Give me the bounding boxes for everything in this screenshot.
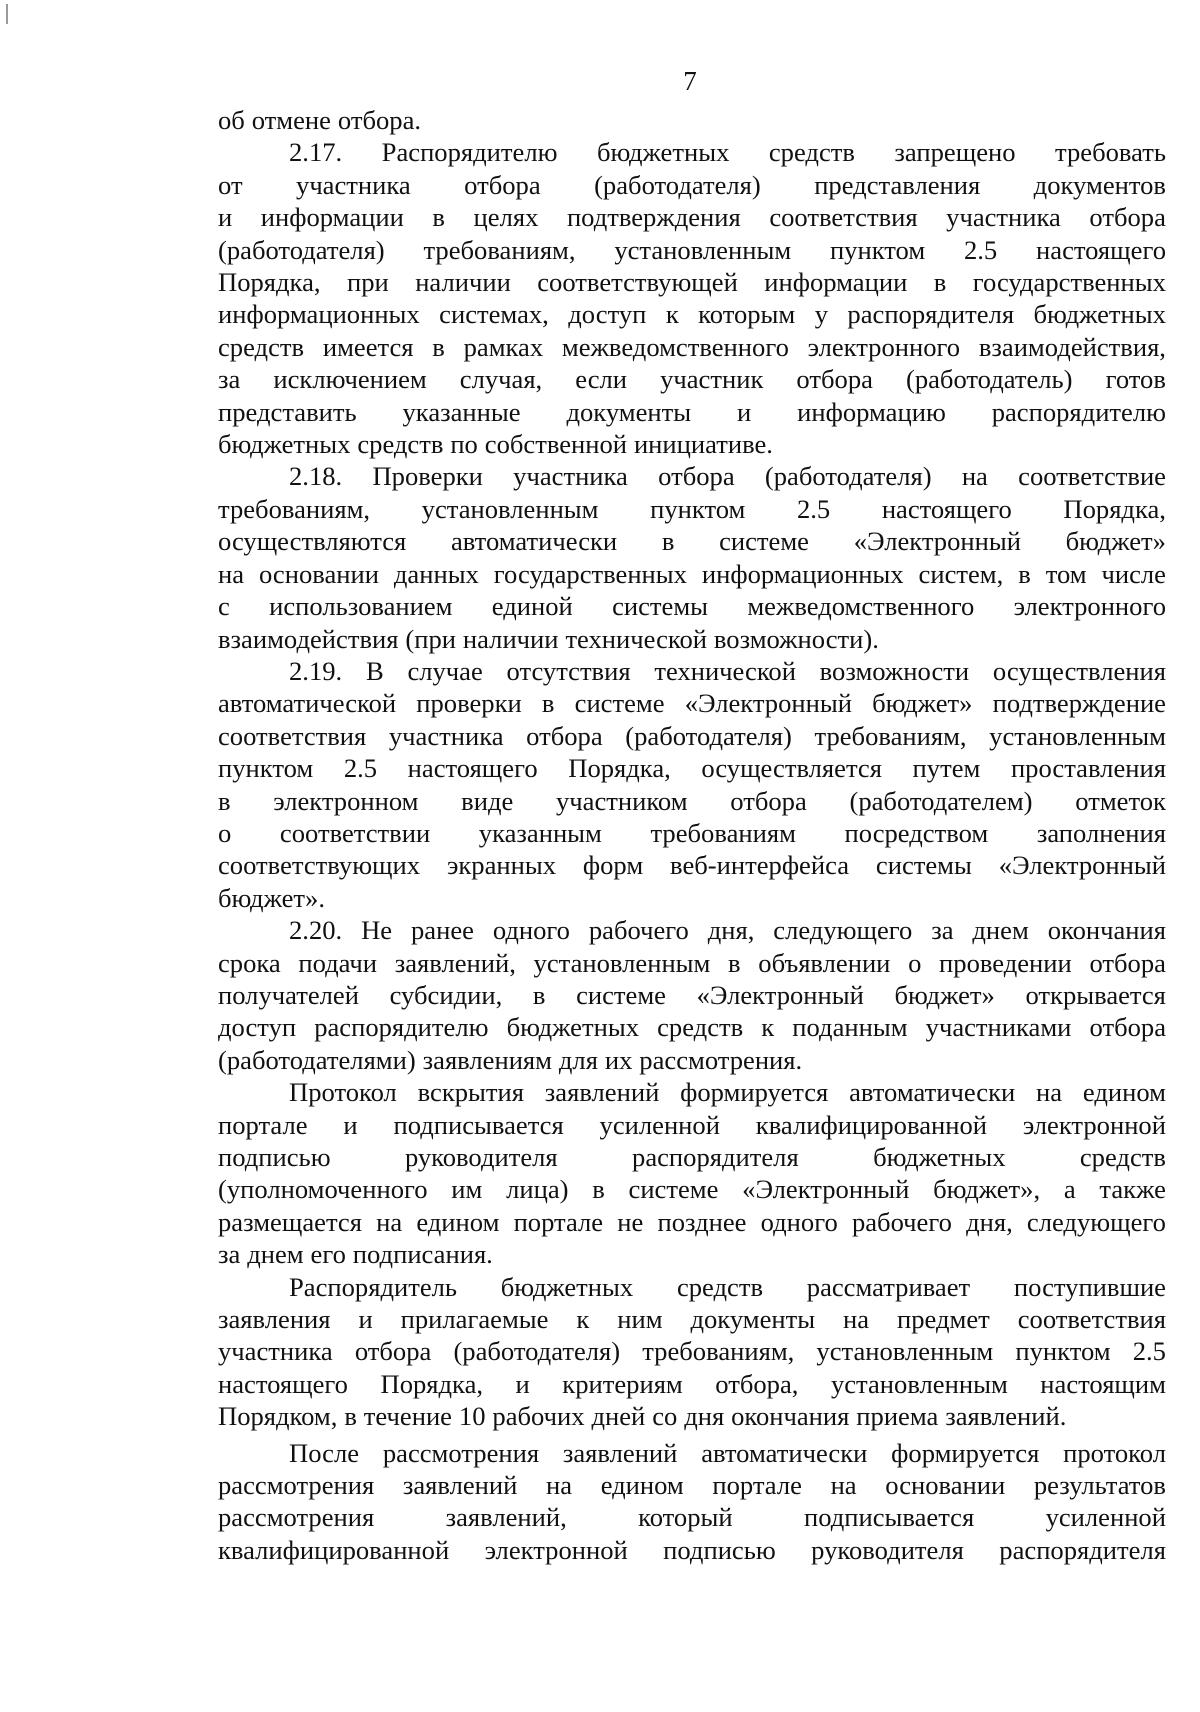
- text-line: После рассмотрения заявлений автоматически формируется протокол: [289, 1437, 1166, 1468]
- text-line: от участника отбора (работодателя) представления документов: [218, 169, 1166, 200]
- text-line: настоящего Порядка, и критериям отбора, установленным настоящим: [218, 1368, 1166, 1399]
- text-line: в электронном виде участником отбора (работодателем) отметок: [218, 785, 1166, 816]
- text-line: Порядка, при наличии соответствующей информации в государственных: [218, 267, 1166, 298]
- text-line: средств имеется в рамках межведомственного электронного взаимодействия,: [218, 331, 1166, 362]
- text-line: заявления и прилагаемые к ним документы на предмет соответствия: [218, 1304, 1166, 1335]
- text-line: размещается на едином портале не позднее одного рабочего дня, следующего: [218, 1206, 1166, 1237]
- text-line: (работодателя) требованиям, установленным пунктом 2.5 настоящего: [218, 234, 1166, 265]
- text-line: представить указанные документы и информацию распорядителю: [218, 396, 1166, 427]
- text-line: Протокол вскрытия заявлений формируется автоматически на едином: [289, 1077, 1166, 1108]
- text-line: пунктом 2.5 настоящего Порядка, осуществляется путем проставления: [218, 753, 1166, 784]
- text-line: 2.18. Проверки участника отбора (работодателя) на соответствие: [289, 461, 1166, 492]
- text-line: участника отбора (работодателя) требованиям, установленным пунктом 2.5: [218, 1336, 1166, 1367]
- text-line: автоматической проверки в системе «Электронный бюджет» подтверждение: [218, 688, 1166, 719]
- document-body: [218, 104, 1166, 1566]
- page-number: 7: [683, 66, 697, 96]
- text-line: доступ распорядителю бюджетных средств к поданным участниками отбора: [218, 1012, 1166, 1043]
- text-line: (работодателями) заявлениям для их рассмотрения.: [218, 1044, 803, 1075]
- text-line: об отмене отбора.: [218, 105, 422, 135]
- text-line: осуществляются автоматически в системе «Электронный бюджет»: [218, 526, 1166, 557]
- text-line: квалифицированной электронной подписью руководителя распорядителя: [218, 1534, 1166, 1565]
- text-line: за исключением случая, если участник отбора (работодатель) готов: [218, 364, 1166, 395]
- text-line: 2.20. Не ранее одного рабочего дня, следующего за днем окончания: [289, 915, 1166, 946]
- text-line: о соответствии указанным требованиям посредством заполнения: [218, 817, 1166, 848]
- text-line: и информации в целях подтверждения соответствия участника отбора: [218, 202, 1166, 233]
- text-line: взаимодействия (при наличии технической возможности).: [218, 623, 879, 654]
- text-line: Порядком, в течение 10 рабочих дней со дня окончания приема заявлений.: [218, 1401, 1067, 1432]
- text-line: подписью руководителя распорядителя бюджетных средств: [218, 1142, 1166, 1172]
- text-line: информационных системах, доступ к которым у распорядителя бюджетных: [218, 299, 1166, 330]
- text-line: получателей субсидии, в системе «Электронный бюджет» открывается: [218, 979, 1166, 1010]
- text-line: на основании данных государственных информационных систем, в том числе: [218, 558, 1166, 589]
- text-line: портале и подписывается усиленной квалифицированной электронной: [218, 1109, 1166, 1140]
- scan-edge-mark: [6, 4, 8, 24]
- text-line: соответствия участника отбора (работодателя) требованиям, установленным: [218, 720, 1166, 751]
- text-line: требованиям, установленным пунктом 2.5 настоящего Порядка,: [218, 493, 1166, 524]
- text-line: 2.19. В случае отсутствия технической возможности осуществления: [289, 655, 1166, 686]
- text-line: Распорядитель бюджетных средств рассматривает поступившие: [289, 1271, 1166, 1302]
- text-line: с использованием единой системы межведомственного электронного: [218, 591, 1166, 622]
- text-line: бюджетных средств по собственной инициативе.: [218, 429, 773, 460]
- text-line: срока подачи заявлений, установленным в объявлении о проведении отбора: [218, 947, 1166, 978]
- text-line: рассмотрения заявлений на едином портале на основании результатов: [218, 1470, 1166, 1501]
- text-line: за днем его подписания.: [218, 1239, 493, 1270]
- text-line: рассмотрения заявлений, который подписывается усиленной: [218, 1502, 1166, 1533]
- text-line: (уполномоченного им лица) в системе «Электронный бюджет», а также: [218, 1174, 1166, 1205]
- text-line: бюджет».: [218, 882, 325, 913]
- text-line: соответствующих экранных форм веб-интерфейса системы «Электронный: [218, 850, 1166, 881]
- text-line: 2.17. Распорядителю бюджетных средств запрещено требовать: [289, 137, 1166, 168]
